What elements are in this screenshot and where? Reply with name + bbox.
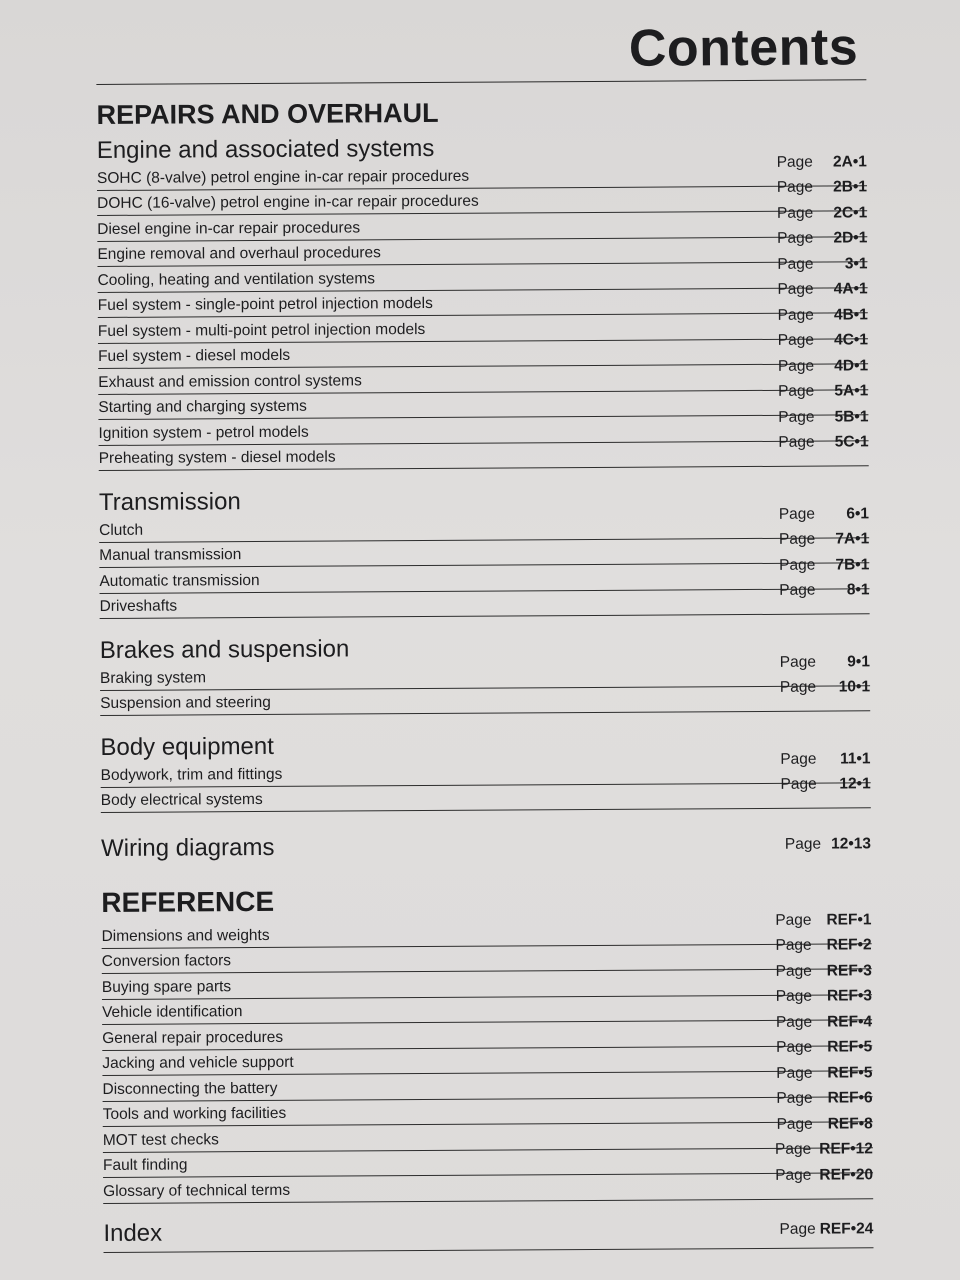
page-word: Page [776,1115,813,1133]
page-word: Page [784,835,822,853]
toc-entry-page [778,331,868,350]
reference-list [101,910,874,1203]
contents-sheet [96,17,874,1252]
page-word: Page [775,911,812,929]
toc-group [100,632,870,716]
toc-entry-label: Disconnecting the battery [102,1079,278,1098]
page-word: Page [778,382,815,400]
page-word: Page [777,306,814,324]
toc-entry-label: Engine removal and overhaul procedures [97,244,381,263]
page-word: Page [777,280,814,298]
toc-entry-label: Tools and working facilities [102,1104,287,1123]
page-number: REF•5 [827,1038,873,1056]
toc-entry-page [777,204,867,223]
page-number: 5B•1 [834,407,869,425]
toc-entry-label: Clutch [99,521,144,539]
page-number: 5C•1 [834,433,869,451]
group-heading: Brakes and suspension [99,635,350,664]
toc-entry-label: Diesel engine in-car repair procedures [97,218,361,238]
toc-group [99,484,870,619]
toc-entry-page [776,1013,872,1032]
page-number: 4C•1 [834,331,869,349]
page-number: REF•3 [826,987,873,1005]
toc-entry-page [775,1166,873,1185]
toc-group [97,132,869,471]
toc-entry-label: Exhaust and emission control systems [98,371,362,391]
toc-entry-label: Driveshafts [99,597,178,615]
page-word: Page [777,331,815,349]
toc-entry-page [780,678,870,697]
toc-entry-page [780,775,870,794]
toc-entry-page [778,357,868,376]
page-word: Page [779,581,816,599]
toc-entry[interactable] [103,1165,874,1203]
toc-entry-label: Fuel system - diesel models [97,346,291,365]
page-word: Page [779,678,817,696]
page-number: REF•1 [826,910,872,929]
page-number: REF•3 [826,961,872,980]
toc-entry-page [777,255,867,274]
toc-entry-label: SOHC (8-valve) petrol engine in-car repair procedures [96,167,470,187]
page-number: 2C•1 [833,203,868,221]
toc-entry[interactable] [98,433,869,471]
toc-entry-label: DOHC (16-valve) petrol engine in-car repair procedures [97,192,479,212]
toc-entry-page [778,382,868,401]
page-number: 5A•1 [834,382,869,400]
page-number: REF•12 [819,1140,873,1158]
page-word: Page [776,1089,813,1107]
toc-entry-page [779,581,869,600]
page-number: 2A•1 [832,152,867,171]
page-word: Page [774,1140,812,1158]
page-word: Page [778,505,816,523]
toc-entry-label: Fuel system - single-point petrol injection models [97,294,433,314]
page-number: 12•13 [831,835,872,853]
page-number: 3•1 [844,254,868,272]
page-word: Page [777,229,814,247]
page-word: Page [775,1166,812,1184]
page-word: Page [779,1220,816,1238]
page-number: 8•1 [846,581,870,599]
toc-entry-label: Starting and charging systems [98,397,307,416]
toc-entry-page [777,280,867,299]
repair-groups [97,132,871,813]
toc-entry-label: MOT test checks [102,1130,219,1149]
page-number: 4D•1 [834,356,869,374]
toc-entry-label: Manual transmission [99,546,242,564]
toc-entry-label: Jacking and vehicle support [102,1053,294,1072]
toc-entry-page [777,153,867,172]
toc-entry-label: General repair procedures [102,1028,284,1047]
page-word: Page [777,255,814,273]
toc-entry-page [778,433,868,452]
page-number: REF•6 [827,1089,873,1107]
toc-entry-page [776,1064,872,1083]
page-word: Page [776,204,814,222]
toc-entry-index[interactable] [103,1215,873,1253]
page-number: 4B•1 [833,305,868,323]
page-word: Page [780,750,817,768]
toc-entry-page [775,911,871,930]
page-number: REF•24 [819,1219,874,1238]
toc-entry-label: Index [103,1219,163,1247]
page-number: 12•1 [839,775,871,793]
page-number: 2D•1 [833,229,868,247]
toc-entry-label: Body electrical systems [100,790,263,809]
toc-entry-label: Ignition system - petrol models [98,423,309,442]
toc-entry-label: Braking system [99,668,207,687]
page-number: REF•2 [826,936,872,954]
toc-entry-page [776,1115,872,1134]
page-word: Page [775,1013,813,1031]
toc-entry-page [776,1038,872,1057]
toc-entry-label: Dimensions and weights [101,926,270,945]
page-number: 9•1 [847,652,870,670]
toc-entry-page [778,408,868,427]
section-heading-repairs: REPAIRS AND OVERHAUL [96,97,439,130]
toc-group [100,729,870,813]
page-number: 4A•1 [833,280,868,298]
toc-entry-label: Fuel system - multi-point petrol injection models [97,320,426,340]
toc-entry-label: Fault finding [102,1156,188,1174]
page-number: 6•1 [846,504,870,522]
page-word: Page [775,962,812,980]
page-number: REF•8 [827,1114,873,1133]
page-word: Page [776,1038,813,1056]
toc-entry-page [777,229,867,248]
page-number: REF•20 [819,1165,874,1184]
page-word: Page [778,433,815,451]
page-number: 11•1 [840,749,871,767]
page-word: Page [775,987,813,1005]
page-number: REF•5 [827,1063,873,1082]
toc-entry-page [779,556,869,575]
toc-entry-page [779,505,869,524]
group-heading: Transmission [98,488,241,516]
page-word: Page [778,408,815,426]
toc-entry-label: Cooling, heating and ventilation systems [97,269,376,289]
page-title: Contents [628,18,859,78]
page-word: Page [776,1064,813,1082]
page-word: Page [775,936,812,954]
toc-entry-page [780,750,870,769]
toc-entry-label: Bodywork, trim and fittings [100,765,283,784]
toc-entry-label: Wiring diagrams [100,833,275,862]
toc-entry[interactable] [100,775,871,813]
page-word: Page [779,653,816,671]
group-heading: Body equipment [100,732,274,761]
page-number: REF•4 [827,1012,873,1031]
page-number: 10•1 [838,678,871,696]
toc-entry-page [775,936,871,955]
page-word: Page [778,530,816,548]
toc-entry-page [779,530,869,549]
page-number: 7B•1 [835,555,870,573]
section-heading-reference: REFERENCE [101,885,275,918]
toc-entry-page [776,962,872,981]
toc-entry-page [778,306,868,325]
toc-entry-page [775,1140,873,1159]
toc-entry-page [777,178,867,197]
toc-entry-label: Preheating system - diesel models [98,448,336,467]
page-word: Page [779,556,816,574]
toc-entry-label: Conversion factors [101,952,232,970]
page-word: Page [776,178,814,196]
toc-entry-label: Glossary of technical terms [103,1181,291,1200]
toc-entry-label: Suspension and steering [100,693,271,712]
toc-entry[interactable] [100,678,871,716]
toc-entry-page [780,653,870,672]
toc-entry-page [779,1220,873,1239]
group-heading: Engine and associated systems [96,134,435,164]
page-number: 2B•1 [833,178,868,196]
toc-entry-page [776,987,872,1006]
toc-entry[interactable] [99,581,870,619]
toc-entry-label: Buying spare parts [101,977,232,996]
page-number: 7A•1 [835,530,870,548]
page-word: Page [776,153,813,171]
toc-entry-page [776,1089,872,1108]
toc-entry-label: Automatic transmission [99,571,260,590]
toc-entry-wiring[interactable] [101,830,871,863]
page-word: Page [777,357,815,375]
toc-entry-page [785,835,871,854]
page-word: Page [780,775,817,793]
toc-entry-label: Vehicle identification [101,1003,243,1021]
